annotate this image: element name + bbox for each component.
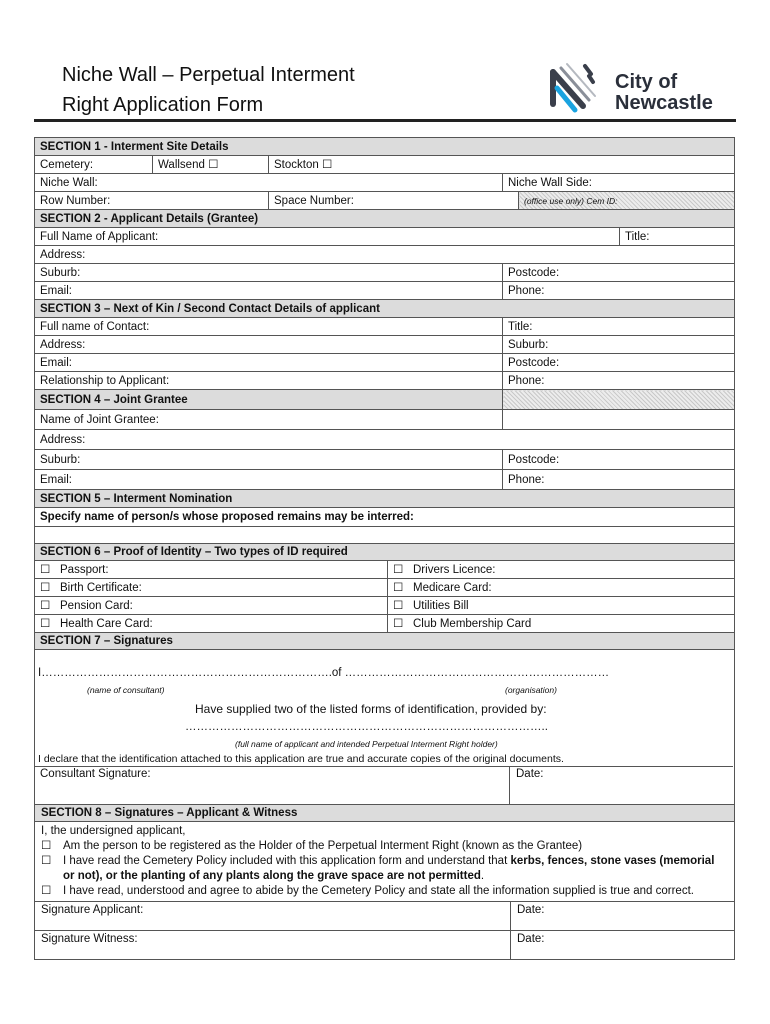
applicant-postcode-field[interactable]: Postcode: [503,264,735,282]
logo-text-line2: Newcastle [615,92,713,114]
consultant-signature-field[interactable]: Consultant Signature: [40,768,151,780]
consultant-date-field[interactable]: Date: [516,768,544,780]
birth-certificate-checkbox[interactable]: ☐ [40,581,51,594]
contact-email-field[interactable]: Email: [35,354,503,372]
passport-checkbox[interactable]: ☐ [40,563,51,576]
applicant-full-name-line[interactable]: ………………………………………………………………………………….. [185,721,548,733]
section-5-heading: SECTION 5 – Interment Nomination [35,490,735,508]
club-membership-card-checkbox[interactable]: ☐ [393,617,404,630]
cemetery-policy-text [63,854,728,884]
stockton-checkbox[interactable]: Stockton ☐ [269,156,735,174]
health-care-card-checkbox[interactable]: ☐ [40,617,51,630]
section-8-heading: SECTION 8 – Signatures – Applicant & Witness [35,805,734,822]
pension-card-label: Pension Card: [60,599,133,612]
form-title [62,60,355,120]
grantee-declaration-checkbox[interactable]: ☐ [41,840,52,852]
application-form-table [34,137,735,650]
medicare-card-checkbox[interactable]: ☐ [393,581,404,594]
contact-relationship-field[interactable]: Relationship to Applicant: [35,372,503,390]
agree-policy-text: I have read, understood and agree to abide by the Cemetery Policy and state all the information supplied is true and correct. [63,885,694,897]
applicant-date-field[interactable]: Date: [517,904,545,916]
section-8 [34,804,735,960]
club-membership-card-checkbox-item[interactable] [388,615,735,633]
organisation-caption: (organisation) [505,685,557,695]
interment-nomination-field[interactable] [35,527,735,544]
contact-phone-field[interactable]: Phone: [503,372,735,390]
applicant-full-name-field[interactable]: Full Name of Applicant: [35,228,620,246]
section-3-heading: SECTION 3 – Next of Kin / Second Contact Details of applicant [35,300,735,318]
utilities-bill-checkbox-item[interactable] [388,597,735,615]
utilities-bill-checkbox[interactable]: ☐ [393,599,404,612]
consultant-organisation-line[interactable]: I………………………………………………………………….of …………………………………………………………… [38,667,610,679]
applicant-signature-row [35,901,734,930]
logo-text-line1: City of [615,71,678,93]
row-number-field[interactable]: Row Number: [35,192,269,210]
consultant-signature-row [34,766,733,805]
joint-grantee-postcode-field[interactable]: Postcode: [503,450,735,470]
section-2-heading: SECTION 2 - Applicant Details (Grantee) [35,210,735,228]
joint-grantee-suburb-field[interactable]: Suburb: [35,450,503,470]
grantee-declaration-text: Am the person to be registered as the Holder of the Perpetual Interment Right (known as the Grantee) [63,840,583,852]
drivers-licence-checkbox-item[interactable] [388,561,735,579]
cemetery-policy-text-pre: I have read the Cemetery Policy included with this application form and understand that [63,855,511,867]
grantee-declaration-item[interactable] [41,839,728,854]
niche-wall-side-field[interactable]: Niche Wall Side: [503,174,735,192]
joint-grantee-name-blank[interactable] [503,410,735,430]
section-7-body [34,645,735,806]
undersigned-intro: I, the undersigned applicant, [41,825,186,837]
utilities-bill-label: Utilities Bill [413,599,469,612]
cemetery-policy-item[interactable] [41,854,728,884]
passport-label: Passport: [60,563,109,576]
form-title-line2: Right Application Form [62,94,264,116]
applicant-email-field[interactable]: Email: [35,282,503,300]
full-name-caption: (full name of applicant and intended Perpetual Interment Right holder) [235,739,498,749]
applicant-suburb-field[interactable]: Suburb: [35,264,503,282]
logo-text [615,72,713,114]
applicant-title-field[interactable]: Title: [620,228,735,246]
joint-grantee-address-field[interactable]: Address: [35,430,735,450]
contact-address-field[interactable]: Address: [35,336,503,354]
witness-signature-row [35,930,734,959]
club-membership-card-label: Club Membership Card [413,617,532,630]
contact-full-name-field[interactable]: Full name of Contact: [35,318,503,336]
applicant-signature-divider [510,902,511,930]
pension-card-checkbox-item[interactable] [35,597,388,615]
contact-title-field[interactable]: Title: [503,318,735,336]
cemetery-label: Cemetery: [35,156,153,174]
medicare-card-label: Medicare Card: [413,581,492,594]
niche-wall-field[interactable]: Niche Wall: [35,174,503,192]
signature-divider [509,767,510,805]
drivers-licence-label: Drivers Licence: [413,563,496,576]
cemetery-policy-text-bold: kerbs, fences, stone vases (memorial or not), or the planting of any plants along the grave space are not permitted [63,855,715,882]
pension-card-checkbox[interactable]: ☐ [40,599,51,612]
signature-witness-field[interactable]: Signature Witness: [41,933,138,945]
medicare-card-checkbox-item[interactable] [388,579,735,597]
joint-grantee-email-field[interactable]: Email: [35,470,503,490]
header-rule [34,119,736,122]
witness-date-field[interactable]: Date: [517,933,545,945]
form-title-line1: Niche Wall – Perpetual Interment [62,64,355,86]
newcastle-logo-mark-icon [545,60,605,115]
section-4-heading: SECTION 4 – Joint Grantee [35,390,503,410]
agree-policy-item[interactable] [41,884,728,899]
cemetery-policy-checkbox[interactable]: ☐ [41,855,52,867]
contact-suburb-field[interactable]: Suburb: [503,336,735,354]
interment-nomination-label: Specify name of person/s whose proposed remains may be interred: [35,508,735,527]
section-4-hatch [503,390,735,410]
drivers-licence-checkbox[interactable]: ☐ [393,563,404,576]
signature-applicant-field[interactable]: Signature Applicant: [41,904,144,916]
office-use-cem-id: (office use only) Cem ID: [519,192,735,210]
birth-certificate-label: Birth Certificate: [60,581,142,594]
contact-postcode-field[interactable]: Postcode: [503,354,735,372]
birth-certificate-checkbox-item[interactable] [35,579,388,597]
section-1-heading: SECTION 1 - Interment Site Details [35,138,735,156]
joint-grantee-phone-field[interactable]: Phone: [503,470,735,490]
joint-grantee-name-field[interactable]: Name of Joint Grantee: [35,410,503,430]
passport-checkbox-item[interactable] [35,561,388,579]
health-care-card-label: Health Care Card: [60,617,153,630]
city-of-newcastle-logo [545,60,735,115]
section-6-heading: SECTION 6 – Proof of Identity – Two types of ID required [35,544,735,561]
applicant-address-field[interactable]: Address: [35,246,735,264]
cemetery-policy-text-post: . [480,870,485,882]
agree-policy-checkbox[interactable]: ☐ [41,885,52,897]
space-number-field[interactable]: Space Number: [269,192,519,210]
witness-signature-divider [510,931,511,959]
supplied-identification-text: Have supplied two of the listed forms of identification, provided by: [195,702,547,716]
wallsend-checkbox[interactable]: Wallsend ☐ [153,156,269,174]
name-of-consultant-caption: (name of consultant) [87,685,165,695]
section-7-heading: SECTION 7 – Signatures [35,633,735,650]
health-care-card-checkbox-item[interactable] [35,615,388,633]
declaration-text: I declare that the identification attached to this application are true and accurate copies of the original documents. [38,753,564,765]
section-8-body [35,822,734,901]
applicant-phone-field[interactable]: Phone: [503,282,735,300]
